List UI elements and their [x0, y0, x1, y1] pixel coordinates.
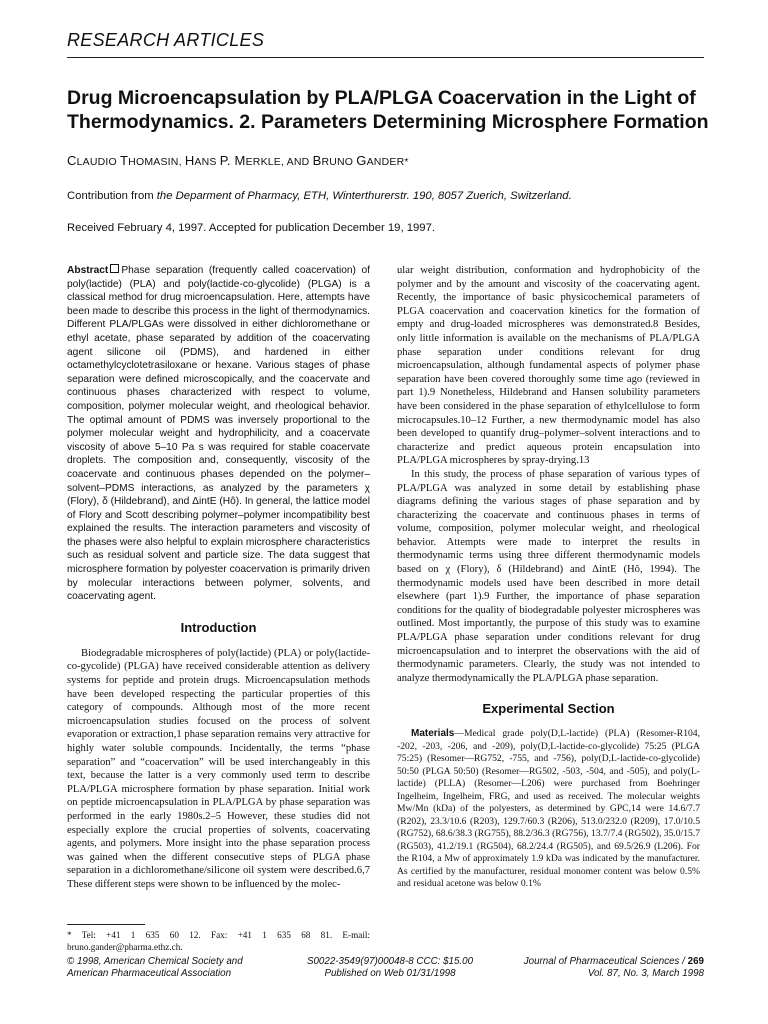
materials-paragraph: [397, 728, 700, 891]
received-dates: Received February 4, 1997. Accepted for publication December 19, 1997.: [67, 222, 435, 234]
footer-journal: Journal of Pharmaceutical Sciences / 269 Vol. 87, No. 3, March 1998: [523, 956, 704, 979]
article-title: Drug Microencapsulation by PLA/PLGA Coacervation in the Light of Thermodynamics. 2. Parameters Determining Microsphere Formation: [67, 87, 709, 133]
introduction-paragraph: Biodegradable microspheres of poly(lactide) (PLA) or poly(lactide-co-gycolide) (PLGA) have received considerable attention as delivery systems for peptide and protein drugs. Microencapsulation methods have been developed respecting the particular properties of this category of compounds. Although most of the more recent microencapsulation studies focused on the process of solvent evaporation or extraction,1 phase separation remains very attractive for highly water soluble compounds. Incidentally, the terms “phase separation” and “coacervation” will be used interchangeably in this text, because the latter is a very commonly used term to describe PLA/PLGA microsphere formation by phase separation. Initial work on peptide microencapsulation in PLA/PLGA by phase separation was performed in the early 1980s.2–5 However, these studies did not especially explore the crucial properties of solvents, coacervating agents, and polymers. More insight into the phase separation process was gained when the different consecutive steps of PLGA phase separation in a dichloromethane/silicone oil system were described.6,7 These different steps were shown to be influenced by the molec-: [67, 647, 370, 890]
page-number: 269: [687, 956, 704, 967]
affiliation: Contribution from the Deparment of Pharmacy, ETH, Winterthurerstr. 190, 8057 Zuerich, Switzerland.: [67, 190, 572, 202]
materials-label: Materials: [411, 728, 455, 740]
authors: [67, 153, 409, 168]
author-3: BRUNO GANDER*: [312, 153, 409, 168]
header-rule: [67, 57, 704, 58]
right-column: [397, 264, 700, 891]
footer-copyright: © 1998, American Chemical Society and American Pharmaceutical Association: [67, 956, 243, 979]
abstract-text: Phase separation (frequently called coacervation) of poly(lactide) (PLA) and poly(lactide-co-glycolide) (PLGA) is a classical method for drug microencapsulation. Here, attempts have been made to describe this process in the light of thermodynamics. Different PLA/PLGAs were dissolved in either dichloromethane or ethyl acetate, phase separated by addition of the coacervating agent silicone oil (PDMS), and hardened in either octamethylcyclotetrasiloxane or hexane. Various stages of phase separation were defined microscopically, and the coacervate and continuous phases characterized with respect to volume, composition, polymer molecular weight, and rheological behavior. The optimal amount of PDMS was inversely proportional to the polymer molecular weight and hydrophilicity, and a coacervate viscosity of above 5–10 Pa s was required for stable coacervate droplets. The composition and, consequently, viscosity of the coacervate and continuous phases depended on the polymer–solvent–PDMS interactions, as analyzed by the parameters χ (Flory), δ (Hildebrand), and ΔintE (Hô). In general, the lattice model of Flory and Scott describing polymer–polymer incompatibility best explained the results. The interaction parameters and viscosity of the phases were also helpful to explain microsphere characteristics such as residual solvent and particle size. The data suggest that microsphere formation by polyester coacervation is primarily driven by molecular interactions between polymer, solvents, and coacervating agent.: [67, 265, 370, 603]
box-icon: [110, 264, 119, 273]
study-paragraph: In this study, the process of phase separation of various types of PLA/PLGA was analyzed in some detail by establishing phase diagrams defining the various stages of phase separation and by characterizing the coacervate and continuous phases in terms of volume, composition, polymer molecular weight, and rheological behavior. Attempts were made to interpret the results in thermodynamic terms using three different thermodynamic models based on χ (Flory), δ (Hildebrand) and ΔintE (Hô, 1994). The thermodynamic models used have been described in more detail elsewhere (part 1).9 Further, the importance of phase separation conditions for the quality of biodegradable polyester microspheres was outlined. Most importantly, the purpose of this study was to examine PLA/PLGA phase separation under conditions relevant for drug microencapsulation and to interpret the observations with the aid of thermodynamic parameters. Clearly, the study was not intended to analyze thermodynamically the PLA/PLGA phase separation.: [397, 468, 700, 684]
footnote: * Tel: +41 1 635 60 12. Fax: +41 1 635 68 81. E-mail: bruno.gander@pharma.ethz.ch.: [67, 930, 370, 952]
footnote-rule: [67, 924, 145, 925]
materials-text: —Medical grade poly(D,L-lactide) (PLA) (Resomer-R104, -202, -203, -206, and -209), poly(D,L-lactide-co-glycolide) 75:25 (PLGA 75:25) (Resomer—RG752, -755, and -756), poly(D,L-lactide-co-glycolide) 50:50 (PLGA 50:50) (Resomer—RG502, -503, -504, and -505), and poly(L-lactide) (PLLA) (Resomer—L206) were purchased from Boehringer Ingelheim, Ingelheim, FRG, and used as received. The molecular weights Mw/Mn (kDa) of the polyesters, as determined by GPC,14 were 14.6/7.7 (R202), 23.3/10.6 (R203), 129.7/60.3 (R206), 513.0/232.0 (R209), 17.0/10.5 (RG752), 68.6/38.3 (RG755), 88.2/36.3 (RG756), 13.7/7.4 (RG502), 35.0/15.7 (RG503), 41.2/19.1 (RG504), 68.2/24.4 (RG505), and 69.5/26.9 (L206). For the R104, a Mw of approximately 1.9 kDa was indicated by the manufacturer. As certified by the manufacturer, residual monomer content was below 0.5% and residual acetone was below 0.1%: [397, 728, 700, 890]
continued-paragraph: ular weight distribution, conformation and hydrophobicity of the polymer and by the amount and viscosity of the coacervating agent. Recently, the importance of basic physicochemical parameters of PLGA coacervation and coacervation kinetics for the formation of empty and drug-loaded microspheres was demonstrated.8 Besides, only little information is available on the mechanisms of PLA/PLGA phase separation under conditions relevant for drug microencapsulation, although fundamental aspects of polymer phase separation have been covered thoroughly some time ago (reviewed in part 1).9 Nonetheless, Hildebrand and Hansen solubility parameters have been considered in the phase separation of ethylcellulose to form microcapsules.10–12 Further, a new thermodynamic model has also been developed to quantify drug–polymer–solvent interactions and to characterize and predict aqueous protein encapsulation into PLA/PLGA microspheres by spray-drying.13: [397, 265, 700, 467]
introduction-heading: Introduction: [180, 619, 257, 635]
author-2: HANS P. MERKLE, AND: [184, 153, 313, 168]
left-column: [67, 264, 370, 892]
abstract: [67, 264, 370, 604]
section-header: RESEARCH ARTICLES: [67, 30, 265, 50]
footer-doi: S0022-3549(97)00048-8 CCC: $15.00 Published on Web 01/31/1998: [306, 956, 474, 979]
author-1: CLAUDIO THOMASIN,: [67, 153, 185, 168]
experimental-heading: Experimental Section: [482, 701, 615, 717]
abstract-label: Abstract: [67, 265, 109, 276]
